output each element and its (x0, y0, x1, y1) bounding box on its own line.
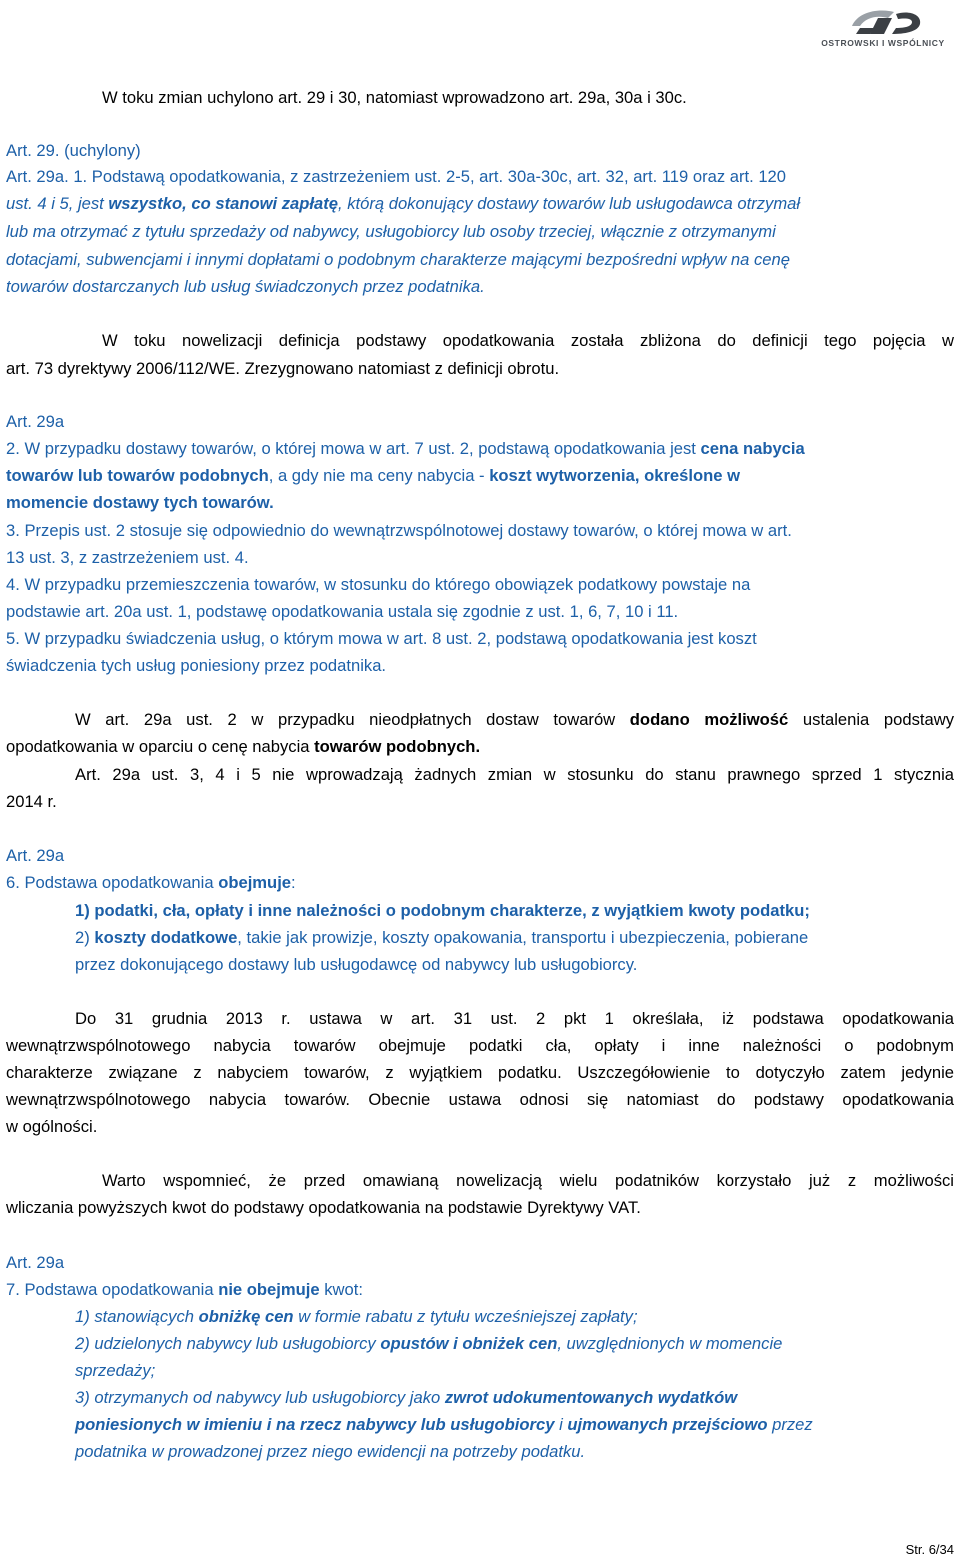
logo-text: OSTROWSKI I WSPÓLNICY (821, 38, 945, 48)
page-number: Str. 6/34 (905, 1542, 954, 1557)
intro-text: W toku zmian uchylono art. 29 i 30, natomiast wprowadzono art. 29a, 30a i 30c. (102, 88, 687, 107)
